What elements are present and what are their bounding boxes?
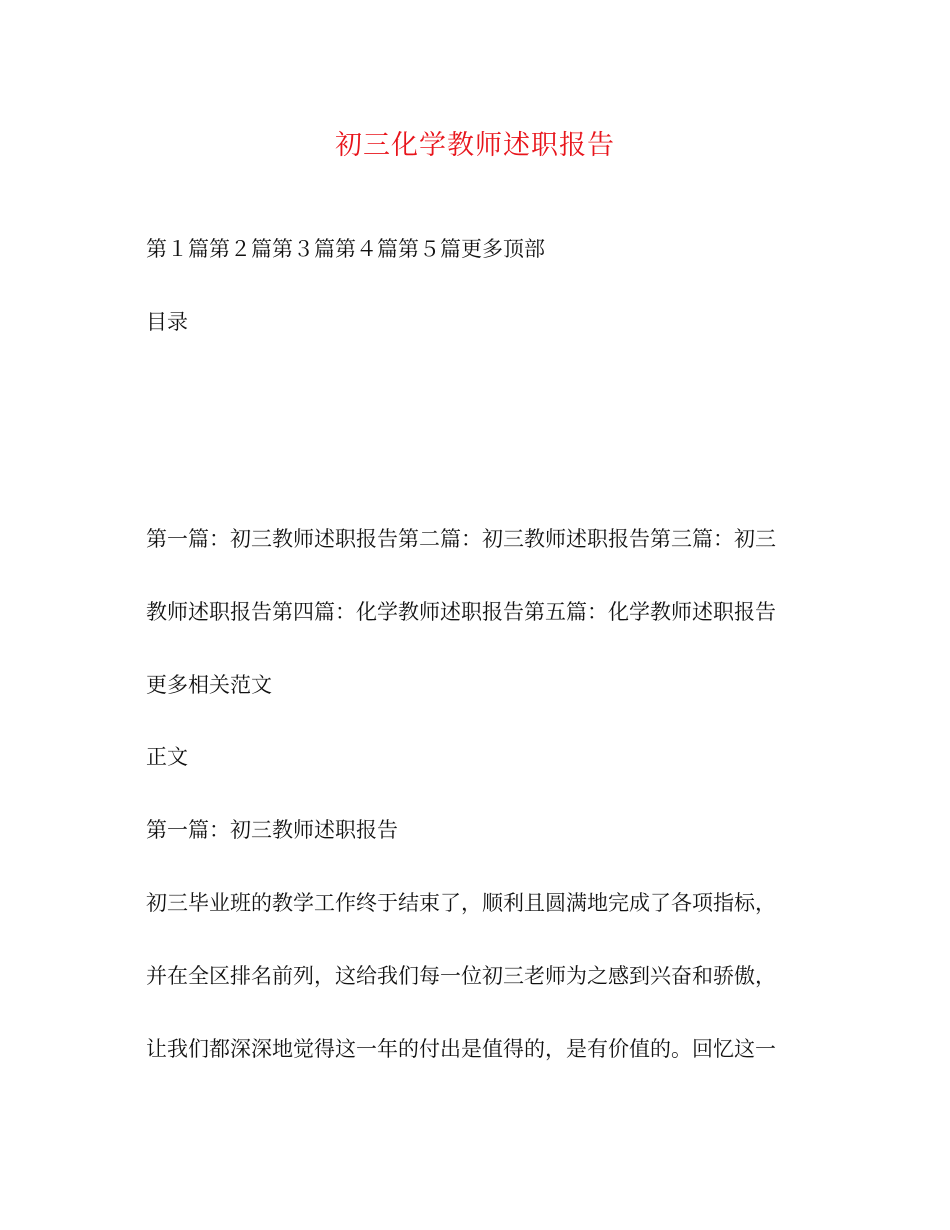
toc-heading: 目录	[146, 310, 188, 334]
document-title: 初三化学教师述职报告	[335, 130, 615, 161]
toc-line[interactable]: 教师述职报告第四篇：化学教师述职报告第五篇：化学教师述职报告	[146, 600, 776, 624]
toc-line[interactable]: 第一篇：初三教师述职报告第二篇：初三教师述职报告第三篇：初三	[146, 527, 776, 551]
paragraph-line: 让我们都深深地觉得这一年的付出是值得的，是有价值的。回忆这一	[146, 1037, 776, 1061]
section-heading: 第一篇：初三教师述职报告	[146, 818, 398, 842]
paragraph-line: 初三毕业班的教学工作终于结束了，顺利且圆满地完成了各项指标，	[146, 891, 776, 915]
body-heading: 正文	[146, 745, 188, 769]
paragraph-line: 并在全区排名前列，这给我们每一位初三老师为之感到兴奋和骄傲，	[146, 964, 776, 988]
toc-line[interactable]: 更多相关范文	[146, 673, 272, 697]
nav-links[interactable]: 第１篇第２篇第３篇第４篇第５篇更多顶部	[146, 237, 545, 261]
